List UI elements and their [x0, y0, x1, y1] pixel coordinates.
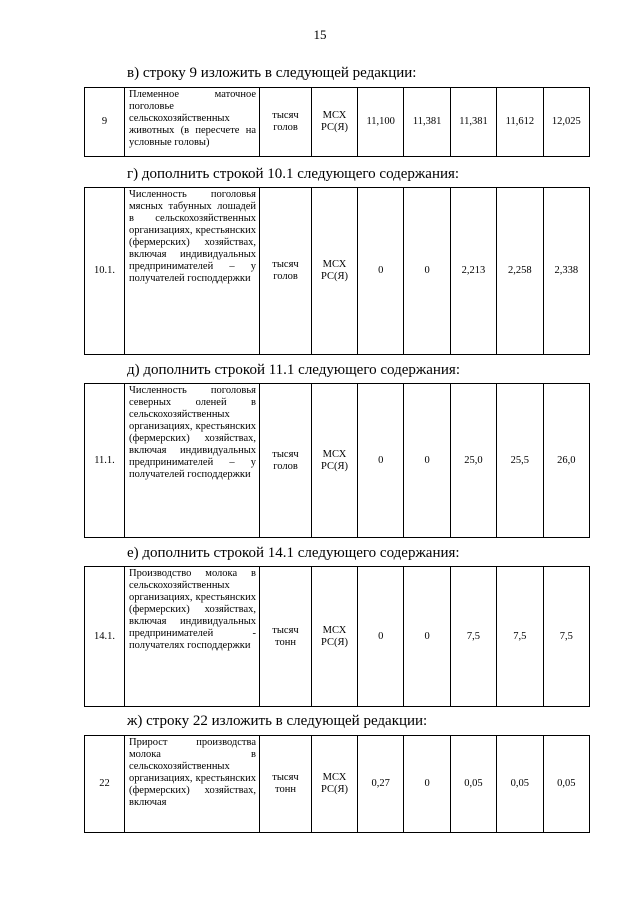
- row-value: 25,5: [497, 384, 543, 538]
- row-unit: тысяч голов: [260, 188, 312, 355]
- section-heading-row-22: ж) строку 22 изложить в следующей редакции:: [127, 713, 428, 729]
- table-row-11-1: [84, 383, 590, 538]
- table-row-9: [84, 87, 590, 157]
- row-responsible: МСХ РС(Я): [312, 188, 358, 355]
- row-value: 0,05: [543, 736, 589, 833]
- row-value: 11,381: [450, 88, 496, 157]
- table-row-14-1: [84, 566, 590, 707]
- row-number: 10.1.: [85, 188, 125, 355]
- row-value: 0: [404, 384, 450, 538]
- row-number: 11.1.: [85, 384, 125, 538]
- row-value: 25,0: [450, 384, 496, 538]
- row-unit: тысяч голов: [260, 384, 312, 538]
- row-description: Численность поголовья мясных табунных лошадей в сельскохозяйственных организациях, крестьянских (фермерских) хозяйствах, включая индивидуальных предпринимателей – у получателей господдержки: [125, 188, 260, 355]
- row-value: 0: [358, 188, 404, 355]
- row-responsible: МСХ РС(Я): [312, 88, 358, 157]
- row-description: Племенное маточное поголовье сельскохозяйственных животных (в пересчете на условные головы): [125, 88, 260, 157]
- table-row-10-1: [84, 187, 590, 355]
- row-value: 0: [358, 567, 404, 707]
- section-heading-row-11-1: д) дополнить строкой 11.1 следующего содержания:: [127, 362, 461, 378]
- row-value: 11,612: [497, 88, 543, 157]
- row-description: Производство молока в сельскохозяйственных организациях, крестьянских (фермерских) хозяйствах, включая индивидуальных предпринимателей - получателях господдержки: [125, 567, 260, 707]
- row-value: 11,100: [358, 88, 404, 157]
- row-value: 0,27: [358, 736, 404, 833]
- table-row: [85, 88, 590, 157]
- row-value: 7,5: [543, 567, 589, 707]
- row-value: 2,258: [497, 188, 543, 355]
- table-row-22: [84, 735, 590, 833]
- row-value: 7,5: [497, 567, 543, 707]
- row-value: 0,05: [450, 736, 496, 833]
- row-value: 7,5: [450, 567, 496, 707]
- row-responsible: МСХ РС(Я): [312, 736, 358, 833]
- row-description: Прирост производства молока в сельскохозяйственных организациях, крестьянских (фермерских) хозяйствах, включая: [125, 736, 260, 833]
- section-heading-row-9: в) строку 9 изложить в следующей редакции:: [127, 65, 417, 81]
- page-number: 15: [313, 27, 327, 42]
- section-heading-row-14-1: е) дополнить строкой 14.1 следующего содержания:: [127, 545, 460, 561]
- row-responsible: МСХ РС(Я): [312, 567, 358, 707]
- row-value: 0: [358, 384, 404, 538]
- row-description: Численность поголовья северных оленей в сельскохозяйственных организациях, крестьянских (фермерских) хозяйствах, включая индивидуальных предпринимателей – у получателей господдержки: [125, 384, 260, 538]
- row-unit: тысяч голов: [260, 88, 312, 157]
- row-value: 0,05: [497, 736, 543, 833]
- row-value: 2,338: [543, 188, 589, 355]
- row-value: 12,025: [543, 88, 589, 157]
- section-heading-row-10-1: г) дополнить строкой 10.1 следующего содержания:: [127, 166, 460, 182]
- row-unit: тысяч тонн: [260, 567, 312, 707]
- row-number: 9: [85, 88, 125, 157]
- row-number: 14.1.: [85, 567, 125, 707]
- row-value: 26,0: [543, 384, 589, 538]
- table-row: [85, 567, 590, 707]
- row-unit: тысяч тонн: [260, 736, 312, 833]
- table-row: [85, 384, 590, 538]
- row-value: 0: [404, 567, 450, 707]
- row-value: 0: [404, 188, 450, 355]
- row-value: 0: [404, 736, 450, 833]
- table-row: [85, 188, 590, 355]
- row-responsible: МСХ РС(Я): [312, 384, 358, 538]
- row-value: 2,213: [450, 188, 496, 355]
- row-number: 22: [85, 736, 125, 833]
- table-row: [85, 736, 590, 833]
- row-value: 11,381: [404, 88, 450, 157]
